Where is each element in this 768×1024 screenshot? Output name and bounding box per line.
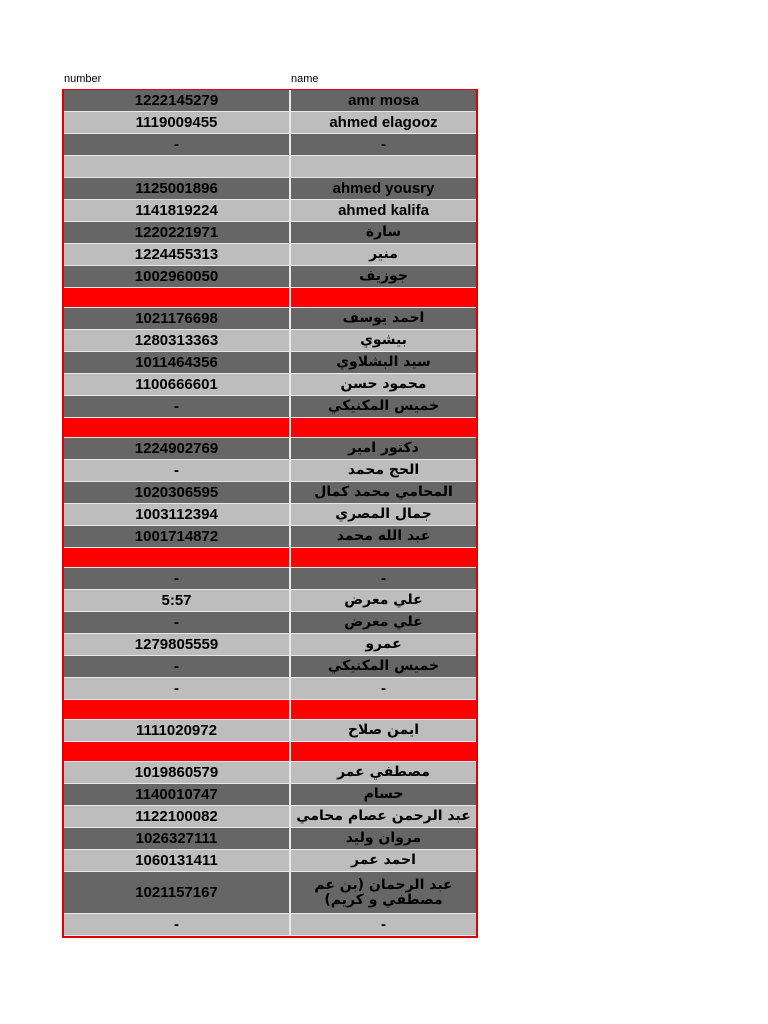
table-row (64, 460, 476, 482)
name-cell: ahmed elagooz (291, 112, 476, 133)
name-cell: حسام (291, 784, 476, 805)
table-row (64, 482, 476, 504)
table-row (64, 112, 476, 134)
table-row (64, 244, 476, 266)
number-cell: 1011464356 (64, 352, 291, 373)
separator-row (64, 700, 476, 720)
name-cell (291, 156, 476, 177)
name-cell: علي معرض (291, 612, 476, 633)
table-row (64, 678, 476, 700)
table-row (64, 656, 476, 678)
number-cell: - (64, 396, 291, 417)
name-cell: عمرو (291, 634, 476, 655)
number-cell (64, 700, 291, 719)
number-cell: 1021157167 (64, 872, 291, 913)
number-cell: 1020306595 (64, 482, 291, 503)
name-cell (291, 700, 476, 719)
table-row (64, 330, 476, 352)
number-cell: 1119009455 (64, 112, 291, 133)
name-cell: ahmed yousry (291, 178, 476, 199)
table-row (64, 634, 476, 656)
name-cell: منير (291, 244, 476, 265)
name-cell: جمال المصري (291, 504, 476, 525)
name-cell: - (291, 568, 476, 589)
table-row (64, 720, 476, 742)
table-row (64, 90, 476, 112)
header-name: name (291, 73, 319, 85)
name-cell: جوزيف (291, 266, 476, 287)
table-row (64, 222, 476, 244)
number-cell: 1222145279 (64, 90, 291, 111)
name-cell (291, 418, 476, 437)
table-row (64, 156, 476, 178)
number-cell: - (64, 914, 291, 935)
table-row (64, 590, 476, 612)
name-cell (291, 288, 476, 307)
number-cell: 1003112394 (64, 504, 291, 525)
separator-row (64, 742, 476, 762)
number-cell: 1140010747 (64, 784, 291, 805)
table-row (64, 568, 476, 590)
number-cell: 1026327111 (64, 828, 291, 849)
column-headers (64, 73, 476, 89)
number-cell: 1100666601 (64, 374, 291, 395)
table-row (64, 134, 476, 156)
name-cell: عبد الرحمن عصام محامي (291, 806, 476, 827)
number-cell: 1224902769 (64, 438, 291, 459)
name-cell: ahmed kalifa (291, 200, 476, 221)
table-row (64, 200, 476, 222)
number-cell (64, 288, 291, 307)
name-cell: - (291, 678, 476, 699)
name-cell: خميس المكنيكي (291, 656, 476, 677)
name-cell: الحج محمد (291, 460, 476, 481)
number-cell: - (64, 460, 291, 481)
name-cell: محمود حسن (291, 374, 476, 395)
number-cell: 1125001896 (64, 178, 291, 199)
number-cell (64, 156, 291, 177)
table-row (64, 178, 476, 200)
number-cell: 1060131411 (64, 850, 291, 871)
name-cell: احمد عمر (291, 850, 476, 871)
number-cell: 1019860579 (64, 762, 291, 783)
name-cell: المحامي محمد كمال (291, 482, 476, 503)
name-cell: مروان وليد (291, 828, 476, 849)
name-cell: عبد الرحمان (بن عم مصطفي و كريم) (291, 872, 476, 913)
number-cell: 1280313363 (64, 330, 291, 351)
name-cell: علي معرض (291, 590, 476, 611)
name-cell: مصطفي عمر (291, 762, 476, 783)
number-cell: - (64, 612, 291, 633)
table-row (64, 850, 476, 872)
table-row (64, 762, 476, 784)
name-cell: دكتور امير (291, 438, 476, 459)
name-cell: خميس المكنيكي (291, 396, 476, 417)
separator-row (64, 548, 476, 568)
number-cell: 1122100082 (64, 806, 291, 827)
number-cell: 1220221971 (64, 222, 291, 243)
name-cell: بيشوي (291, 330, 476, 351)
number-cell: 1002960050 (64, 266, 291, 287)
name-cell: amr mosa (291, 90, 476, 111)
table-row (64, 504, 476, 526)
number-cell (64, 418, 291, 437)
name-cell: عبد الله محمد (291, 526, 476, 547)
separator-row (64, 418, 476, 438)
table-row (64, 374, 476, 396)
contacts-table (62, 89, 478, 938)
table-row (64, 396, 476, 418)
name-cell (291, 742, 476, 761)
number-cell: 1141819224 (64, 200, 291, 221)
number-cell: - (64, 656, 291, 677)
header-number: number (64, 73, 102, 85)
number-cell: 1279805559 (64, 634, 291, 655)
table-row (64, 266, 476, 288)
name-cell: سيد البشلاوي (291, 352, 476, 373)
table-row (64, 806, 476, 828)
number-cell: 5:57 (64, 590, 291, 611)
table-row (64, 612, 476, 634)
number-cell: - (64, 678, 291, 699)
number-cell: 1001714872 (64, 526, 291, 547)
table-row (64, 438, 476, 460)
number-cell: - (64, 134, 291, 155)
number-cell (64, 548, 291, 567)
number-cell (64, 742, 291, 761)
name-cell: ايمن صلاح (291, 720, 476, 741)
name-cell: - (291, 914, 476, 935)
table-row (64, 526, 476, 548)
number-cell: - (64, 568, 291, 589)
name-cell (291, 548, 476, 567)
table-row (64, 828, 476, 850)
table-row (64, 352, 476, 374)
number-cell: 1224455313 (64, 244, 291, 265)
name-cell: - (291, 134, 476, 155)
table-row (64, 872, 476, 914)
name-cell: احمد يوسف (291, 308, 476, 329)
table-row (64, 914, 476, 936)
number-cell: 1111020972 (64, 720, 291, 741)
name-cell: سارة (291, 222, 476, 243)
table-row (64, 308, 476, 330)
number-cell: 1021176698 (64, 308, 291, 329)
table-row (64, 784, 476, 806)
separator-row (64, 288, 476, 308)
